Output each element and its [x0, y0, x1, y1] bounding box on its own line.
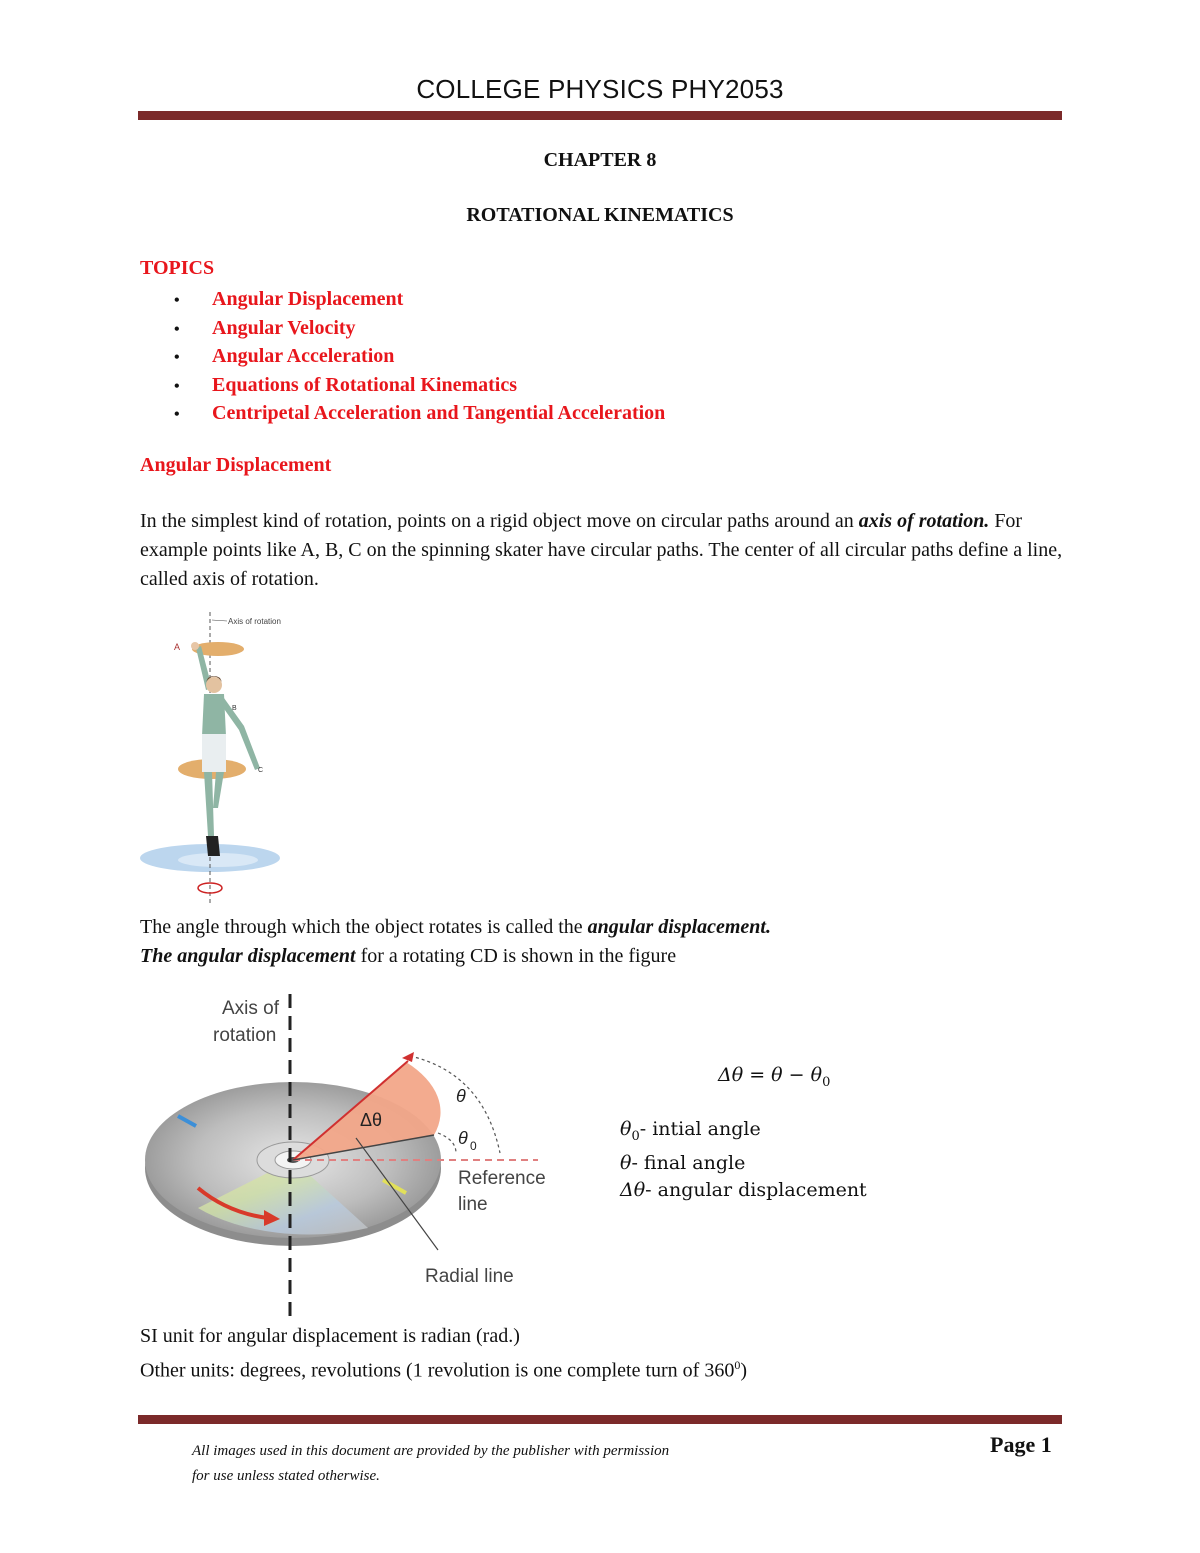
theta-label: θ — [456, 1086, 466, 1106]
chapter-number: CHAPTER 8 — [543, 149, 657, 171]
topics-label: TOPICS — [140, 257, 215, 279]
topics-list — [174, 285, 665, 428]
main-formula: $\Delta\theta = \theta - \theta_0$ — [718, 1064, 831, 1090]
cd-axis-label-1: Axis of — [222, 998, 280, 1019]
bullet-icon: • — [174, 292, 180, 309]
theta0-sub-label: 0 — [470, 1139, 477, 1153]
skater-figure — [140, 608, 300, 908]
header-title: COLLEGE PHYSICS PHY2053 — [416, 74, 784, 104]
def-theta0: $\theta_0-$ intial angle — [620, 1118, 761, 1144]
list-item: • Angular Displacement — [174, 285, 665, 314]
bullet-icon: • — [174, 377, 180, 395]
intro-paragraph: In the simplest kind of rotation, points on a rigid object move on circular paths around an axis of rotation. For example points like A, B, C on the spinning skater have circular paths. The center of all circular paths define a line, called axis of rotation. — [140, 510, 1063, 590]
section-title: Angular Displacement — [140, 454, 332, 476]
bullet-icon: • — [174, 406, 180, 424]
chapter-title: ROTATIONAL KINEMATICS — [466, 204, 734, 226]
header-rule — [138, 111, 1062, 120]
def-delta-theta: Δθ- angular displacement — [620, 1178, 867, 1201]
reference-label-2: line — [458, 1194, 488, 1215]
page-number: Page 1 — [990, 1432, 1052, 1457]
formula-definitions — [620, 1116, 867, 1204]
list-item: • Angular Acceleration — [174, 342, 665, 371]
point-c-label: C — [258, 767, 264, 774]
bullet-icon: • — [174, 349, 180, 367]
cd-axis-label-2: rotation — [213, 1025, 277, 1046]
list-item: • Centripetal Acceleration and Tangential Acceleration — [174, 399, 665, 428]
cd-figure — [138, 988, 598, 1328]
units-paragraph: SI unit for angular displacement is radian (rad.) Other units: degrees, revolutions (1 revolution is one complete turn of $360^0$) — [140, 1325, 747, 1382]
reference-label-1: Reference — [458, 1168, 546, 1189]
def-theta: θ- final angle — [620, 1151, 746, 1174]
theta0-label: θ — [458, 1128, 468, 1148]
point-a-label: A — [174, 642, 181, 652]
bullet-icon: • — [174, 320, 180, 338]
footer-note: All images used in this document are provided by the publisher with permission for use unless stated otherwise. — [192, 1443, 670, 1484]
angular-definition: The angle through which the object rotates is called the angular displacement. The angular displacement for a rotating CD is shown in the figure — [140, 916, 771, 967]
delta-theta-label: Δθ — [360, 1110, 383, 1130]
point-b-label: B — [232, 705, 237, 712]
axis-label: Axis of rotation — [228, 617, 281, 626]
list-item: • Equations of Rotational Kinematics — [174, 371, 665, 400]
list-item: • Angular Velocity — [174, 314, 665, 343]
footer-rule — [138, 1415, 1062, 1424]
radial-line-label: Radial line — [425, 1266, 514, 1287]
